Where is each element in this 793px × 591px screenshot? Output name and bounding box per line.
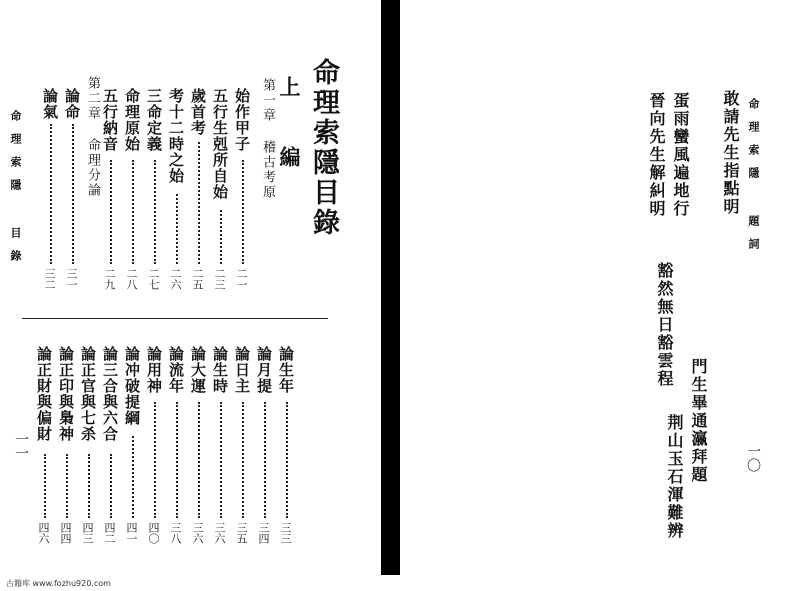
entry-title: 命理原始 (123, 88, 141, 152)
page-number: 一一 (13, 432, 29, 460)
dot-leader (220, 210, 222, 264)
entry-page: 三六 (213, 522, 226, 544)
dot-leader (176, 194, 178, 264)
entry-title: 論氣 (41, 88, 59, 120)
part-heading: 上 編 (277, 76, 302, 179)
entry-page: 四〇 (147, 522, 160, 544)
dot-leader (132, 160, 134, 264)
inscription-line: 敢請先生指點明 (721, 90, 740, 216)
dot-leader (242, 402, 244, 518)
entry-title: 論月提 (255, 346, 273, 394)
entry-page: 二五 (191, 268, 204, 290)
entry-page: 三二 (43, 268, 56, 290)
entry-page: 二三 (213, 268, 226, 290)
page-number: 一〇 (745, 444, 761, 472)
entry-page: 二一 (235, 268, 248, 290)
dot-leader (242, 160, 244, 264)
entry-page: 三一 (65, 268, 78, 290)
signature-line: 荆山玉石渾難辨 (665, 414, 684, 540)
entry-title: 歲首考 (189, 88, 207, 136)
entry-title: 論日主 (233, 346, 251, 394)
entry-title: 論冲破提綱 (123, 346, 141, 426)
dot-leader (220, 402, 222, 518)
entry-title: 五行納音 (101, 88, 119, 152)
dot-leader (44, 454, 46, 518)
dot-leader (264, 402, 266, 518)
dot-leader (176, 402, 178, 518)
entry-title: 論三合與六合 (101, 346, 119, 442)
entry-page: 二七 (147, 268, 160, 290)
footer-watermark: 古籍库 www.fozhu920.com (6, 579, 111, 588)
page-title: 命理索隱目錄 (308, 58, 339, 238)
entry-page: 四二 (103, 522, 116, 544)
section-divider (22, 318, 328, 319)
dot-leader (132, 436, 134, 518)
entry-title: 五行生剋所自始 (211, 88, 229, 200)
entry-title: 論正財與偏財 (35, 346, 53, 442)
dot-leader (66, 454, 68, 518)
chapter-heading: 第二章 命理分論 (85, 76, 100, 198)
entry-page: 四六 (37, 522, 50, 544)
entry-title: 論正印與梟神 (57, 346, 75, 442)
inscription-line: 蛋雨蠻風遍地行 (671, 92, 690, 218)
entry-title: 考十二時之始 (167, 88, 185, 184)
dot-leader (88, 454, 90, 518)
chapter-heading: 第一章 稽古考原 (260, 78, 275, 200)
entry-page: 三四 (257, 522, 270, 544)
dot-leader (110, 160, 112, 264)
entry-page: 四四 (59, 522, 72, 544)
footer (0, 577, 793, 591)
left-page (0, 0, 381, 575)
running-head: 命理索隱 目錄 (9, 110, 22, 273)
entry-title: 論流年 (167, 346, 185, 394)
entry-page: 二六 (169, 268, 182, 290)
entry-page: 四一 (125, 522, 138, 544)
right-page (400, 0, 793, 575)
entry-page: 二九 (103, 268, 116, 290)
dot-leader (286, 402, 288, 518)
dot-leader (72, 124, 74, 264)
entry-title: 論生時 (211, 346, 229, 394)
entry-title: 三命定義 (145, 88, 163, 152)
entry-page: 四三 (81, 522, 94, 544)
entry-title: 論生年 (277, 346, 295, 394)
entry-title: 論用神 (145, 346, 163, 394)
entry-title: 論命 (63, 88, 81, 120)
entry-page: 三五 (235, 522, 248, 544)
dot-leader (198, 142, 200, 264)
dot-leader (110, 454, 112, 518)
entry-page: 三八 (169, 522, 182, 544)
dot-leader (50, 124, 52, 264)
signature-line: 門生畢通瀛拜題 (689, 358, 708, 484)
dot-leader (154, 160, 156, 264)
entry-title: 論正官與七杀 (79, 346, 97, 442)
entry-page: 三六 (191, 522, 204, 544)
inscription-line: 豁然無日豁雲程 (655, 262, 674, 388)
entry-title: 始作甲子 (233, 88, 251, 152)
dot-leader (154, 402, 156, 518)
entry-title: 論大運 (189, 346, 207, 394)
running-head: 命理索隱 題詞 (747, 98, 760, 261)
dot-leader (198, 402, 200, 518)
entry-page: 二八 (125, 268, 138, 290)
book-gutter (381, 0, 400, 575)
entry-page: 三三 (279, 522, 292, 544)
inscription-line: 晉向先生解糾明 (647, 92, 666, 218)
